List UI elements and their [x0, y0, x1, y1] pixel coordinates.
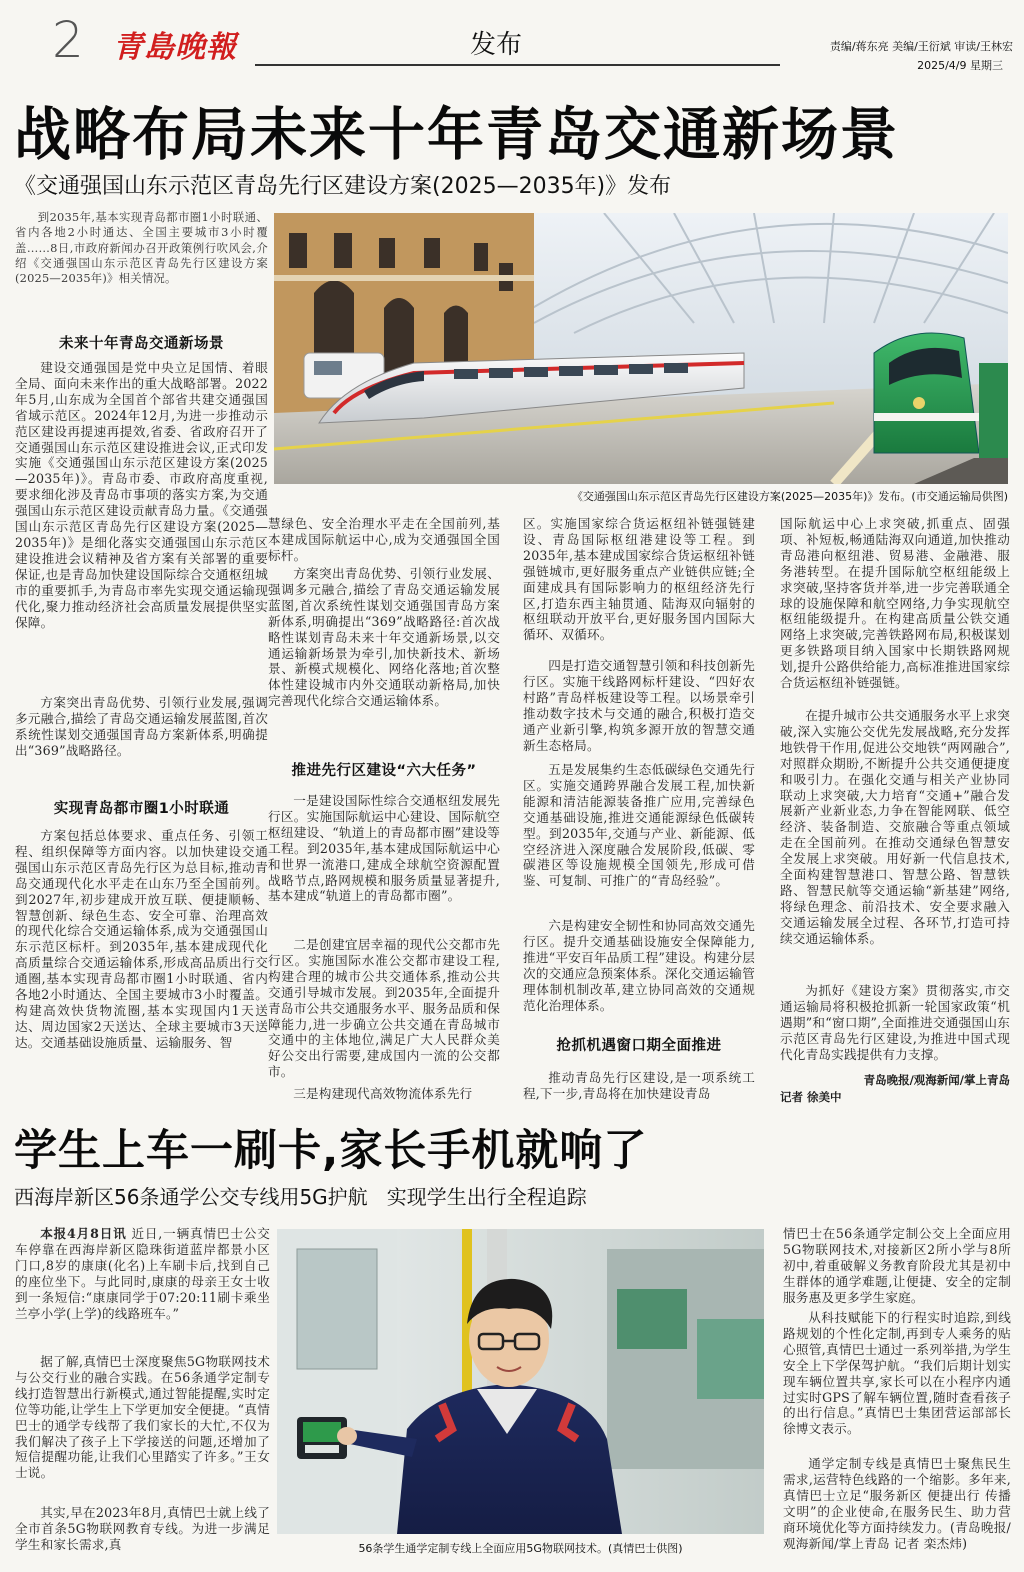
- header-rule: [255, 64, 780, 66]
- article2-right-para3: 通学定制专线是真情巴士聚焦民生需求,运营特色线路的一个缩影。多年来,真情巴士立足“服务新区 便捷出行 传播文明”的企业使命,在服务民生、助力营商环境优化等方面持续发力。(青岛晚报/观海新闻/掌上青岛 记者 栾杰炜): [783, 1456, 1011, 1551]
- article1-subheading-3: 推进先行区建设“六大任务”: [291, 763, 477, 779]
- article1-headline: 战略布局未来十年青岛交通新场景: [14, 102, 899, 168]
- issue-date: 2025/4/9 星期三: [917, 59, 1003, 72]
- article2-subhead: 西海岸新区56条通学公交专线用5G护航 实现学生出行全程追踪: [14, 1185, 587, 1209]
- train-photo-caption: 《交通强国山东示范区青岛先行区建设方案(2025—2035年)》发布。(市交通运输局供图): [571, 490, 1008, 503]
- article1-col1-para3: 方案包括总体要求、重点任务、引领工程、组织保障等方面内容。以加快建设交通强国山东示范区青岛先行区为总目标,推动青岛交通现代化水平走在山东乃至全国前列。到2027年,初步建成开放互联、便捷顺畅、智慧创新、绿色生态、安全可靠、治理高效的现代化综合交通运输体系,成为交通强国山东示范区标杆。到2035年,基本建成现代化高质量综合交通运输体系,形成高品质出行交通圈,基本实现青岛都市圈1小时联通、省内各地2小时通达、全国主要城市3小时覆盖。构建高效快货物流圈,基本实现国内1天送达、周边国家2天送达、全球主要城市3天送达。交通基础设施质量、运输服务、智: [15, 828, 268, 1050]
- article1-col2-para4: 二是创建宜居幸福的现代公交都市先行区。实施国际水准公交都市建设工程,构建合理的城市公共交通体系,推动公共交通引导城市发展。到2035年,全面提升青岛市公共交通服务水平、服务品质和保障能力,进一步确立公共交通在青岛城市交通中的主体地位,满足广大人民群众美好公交出行需要,建成国内一流的公交都市。: [268, 937, 500, 1080]
- article2-right-para2: 从科技赋能下的行程实时追踪,到线路规划的个性化定制,再到专人乘务的贴心照管,真情巴士通过一系列举措,为学生安全上下学保驾护航。“我们后期计划实现车辆位置共享,家长可以在小程序内通过实时GPS了解车辆位置,随时查看孩子的出行信息。”真情巴士集团营运部部长徐博文表示。: [783, 1310, 1011, 1437]
- student-bus-photo: [277, 1229, 764, 1534]
- train-station-illustration: [274, 213, 1008, 484]
- article1-col2-para3: 一是建设国际性综合交通枢纽发展先行区。实施国际航运中心建设、国际航空枢纽建设、“轨道上的青岛都市圈”建设等工程。到2035年,基本建成国际航运中心和世界一流港口,建成全球航空资源配置战略节点,路网规模和服务质量显著提升,基本建成“轨道上的青岛都市圈”。: [268, 793, 500, 904]
- article2-left-para3: 其实,早在2023年8月,真情巴士就上线了全市首条5G物联网教育专线。为进一步满足学生和家长需求,真: [15, 1505, 270, 1552]
- article2-headline: 学生上车一刷卡,家长手机就响了: [14, 1126, 648, 1176]
- article1-lead: 到2035年,基本实现青岛都市圈1小时联通、省内各地2小时通达、全国主要城市3小时覆盖……8日,市政府新闻办召开政策例行吹风会,介绍《交通强国山东示范区青岛先行区建设方案(2025—2035年)》相关情况。: [15, 210, 268, 286]
- editor-credits: 责编/蒋东亮 美编/王衍斌 审读/王林宏: [829, 40, 1013, 53]
- article1-col3-para4: 六是构建安全韧性和协同高效交通先行区。提升交通基础设施安全保障能力,推进“平安百年品质工程”建设。构建分层次的交通应急预案体系。深化交通运输管理体制机制改革,建立协同高效的交通规范化治理体系。: [523, 918, 755, 1013]
- article1-subheading-1: 未来十年青岛交通新场景: [59, 336, 224, 352]
- article2-left-para2: 据了解,真情巴士深度聚焦5G物联网技术与公交行业的融合实践。在56条通学定制专线打造智慧出行新模式,通过智能提醒,实时定位等功能,让学生上下学更加安全便捷。“真情巴士的通学专线帮了我们家长的大忙,不仅为我们解决了孩子上下学接送的问题,还增加了短信提醒功能,让我们心里踏实了许多。”王女士说。: [15, 1354, 270, 1481]
- article1-col3-para3: 五是发展集约生态低碳绿色交通先行区。实施交通跨界融合发展工程,加快新能源和清洁能源装备推广应用,完善绿色交通基础设施,推进交通能源绿色低碳转型。到2035年,交通与产业、新能源、低空经济进入深度融合发展阶段,低碳、零碳港区等设施规模全国领先,形成可借鉴、可复制、可推广的“青岛经验”。: [523, 762, 755, 889]
- article1-subheading-2: 实现青岛都市圈1小时联通: [53, 801, 230, 817]
- student-bus-illustration: [277, 1229, 764, 1534]
- section-title: 发布: [470, 30, 523, 60]
- article1-col4-para3: 为抓好《建设方案》贯彻落实,市交通运输局将积极抢抓新一轮国家政策“机遇期”和“窗口期”,全面推进交通强国山东示范区青岛先行区建设,为推进中国式现代化青岛实践提供有力支撑。: [780, 983, 1010, 1062]
- train-station-photo: [274, 213, 1008, 484]
- article1-col3-para5: 推动青岛先行区建设,是一项系统工程,下一步,青岛将在加快建设青岛: [523, 1070, 755, 1101]
- article2-left-para1: 近日,一辆真情巴士公交车停靠在西海岸新区隐珠街道蓝岸都景小区门口,8岁的康康(化名)上车刷卡后,找到自己的座位坐下。与此同时,康康的母亲王女士收到一条短信:“康康同学于07:20:11刷卡乘坐兰亭小学(上学)的线路班车。”: [15, 1226, 270, 1321]
- student-photo-caption: 56条学生通学定制专线上全面应用5G物联网技术。(真情巴士供图): [358, 1542, 683, 1555]
- article1-col2-para2: 方案突出青岛优势、引领行业发展、强调多元融合,描绘了青岛交通运输发展蓝图,首次系统性谋划交通强国青岛方案新体系,明确提出“369”战略路径:首次战略性谋划青岛未来十年交通新场景,以交通运输新场景为牵引,加快新技术、新场景、新模式规模化、网络化落地;首次整体性建设城市内外交通联动新格局,加快完善现代化综合交通运输体系。: [268, 566, 500, 709]
- article2-dateline: 本报4月8日讯: [40, 1226, 127, 1241]
- masthead-logo: 青島晚報: [113, 30, 237, 65]
- article2-left-col: [15, 1226, 270, 1321]
- article1-col3-para1: 区。实施国家综合货运枢纽补链强链建设、青岛国际枢纽港建设等工程。到2035年,基本建成国家综合货运枢纽补链强链城市,更好服务重点产业链供应链;全面建成具有国际影响力的枢纽经济先行区,打造东西主轴贯通、陆海双向辐射的枢纽联动开放平台,更好服务国内国际大循环、双循环。: [523, 516, 755, 643]
- article1-byline-reporter: 记者 徐美中: [780, 1090, 842, 1104]
- article1-col2-para5: 三是构建现代高效物流体系先行: [293, 1086, 473, 1101]
- article1-col2-para1: 慧绿色、安全治理水平走在全国前列,基本建成国际航运中心,成为交通强国全国标杆。: [268, 516, 500, 563]
- article1-subhead: 《交通强国山东示范区青岛先行区建设方案(2025—2035年)》发布: [14, 174, 672, 199]
- page-number: 2: [52, 11, 84, 69]
- article1-col4-para2: 在提升城市公共交通服务水平上求突破,深入实施公交优先发展战略,充分发挥地铁骨干作用,促进公交地铁“两网融合”,对照群众期盼,不断提升公共交通便捷度和吸引力。在强化交通与相关产业协同联动上求突破,大力培育“交通+”融合发展新产业新业态,力争在智能网联、低空经济、装备制造、交旅融合等重点领域走在全国前列。在推动交通绿色智慧安全发展上求突破。用好新一代信息技术,全面构建智慧港口、智慧公路、智慧铁路、智慧民航等交通运输“新基建”网络,将绿色理念、前沿技术、安全要求融入交通运输发展全过程、各环节,打造可持续交通运输体系。: [780, 708, 1010, 946]
- article1-col1-para2: 方案突出青岛优势、引领行业发展,强调多元融合,描绘了青岛交通运输发展蓝图,首次系统性谋划交通强国青岛方案新体系,明确提出“369”战略路径。: [15, 695, 268, 758]
- article1-byline-outlet: 青岛晚报/观海新闻/掌上青岛: [863, 1073, 1010, 1087]
- article1-col1-para1: 建设交通强国是党中央立足国情、着眼全局、面向未来作出的重大战略部署。2022年5月,山东成为全国首个部省共建交通强国省域示范区。2024年12月,为进一步推动示范区建设再提速再提效,省委、省政府召开了交通强国山东示范区建设推进会议,正式印发实施《交通强国山东示范区建设方案(2025—2035年)》。青岛市委、市政府高度重视,要求细化涉及青岛市事项的落实方案,为交通强国山东示范区建设贡献青岛力量。《交通强国山东示范区青岛先行区建设方案(2025—2035年)》是细化落实交通强国山东示范区建设推进会议精神及省方案有关部署的重要保证,也是青岛加快建设国际综合交通枢纽城市的重要抓手,为青岛市率先实现交通运输现代化,聚力推动经济社会高质量发展提供坚实保障。: [15, 360, 268, 630]
- article1-subheading-4: 抢抓机遇窗口期全面推进: [556, 1038, 722, 1054]
- article1-col4-para1: 国际航运中心上求突破,抓重点、固强项、补短板,畅通陆海双向通道,加快推动青岛港向枢纽港、贸易港、金融港、服务港转型。在提升国际航空枢纽能级上求突破,坚持客货并举,进一步完善联通全球的设施保障和航空网络,力争实现航空枢纽能级提升。在构建高质量公铁交通网络上求突破,完善铁路网布局,积极谋划更多铁路项目纳入国家中长期铁路网规划,提升公路供给能力,高标准推进国家综合货运枢纽补链强链。: [780, 516, 1010, 691]
- article1-col3-para2: 四是打造交通智慧引领和科技创新先行区。实施干线路网标杆建设、“四好农村路”青岛样板建设等工程。以场景牵引推动数字技术与交通的融合,积极打造交通产业新引擎,构筑多源开放的智慧交通新生态格局。: [523, 658, 755, 753]
- article2-right-para1: 情巴士在56条通学定制公交上全面应用5G物联网技术,对接新区2所小学与8所初中,着重破解义务教育阶段尤其是初中生群体的通学难题,让便捷、安全的定制服务惠及更多学生家庭。: [783, 1226, 1011, 1305]
